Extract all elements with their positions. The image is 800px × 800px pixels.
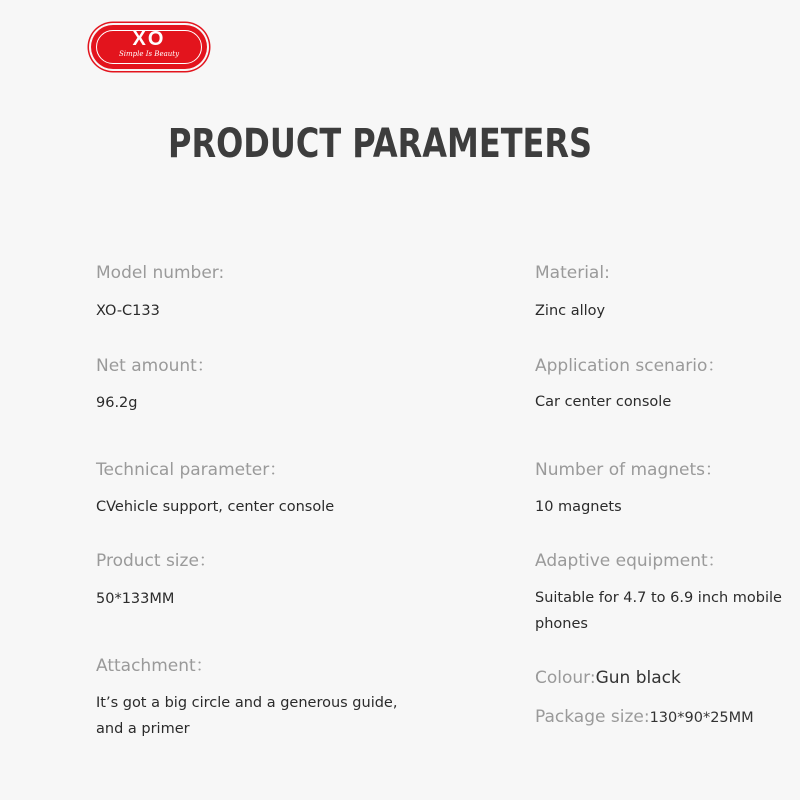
net-amount-value: 96.2g [96, 395, 138, 411]
adaptive-equipment-value: Suitable for 4.7 to 6.9 inch mobile phones [535, 590, 782, 632]
product-size-label: Product size： [96, 551, 216, 571]
technical-parameter-label: Technical parameter： [96, 460, 287, 480]
package-size-label: Package size: [535, 707, 650, 727]
page-title: PRODUCT PARAMETERS [168, 121, 593, 167]
package-size-value: 130*90*25MM [649, 710, 754, 726]
logo-mark: XO [132, 28, 166, 50]
application-scenario-value: Car center console [535, 394, 672, 410]
material-value: Zinc alloy [535, 303, 606, 319]
product-size-value: 50*133MM [96, 591, 175, 607]
material-label: Material: [535, 263, 610, 283]
brand-logo [91, 25, 207, 69]
number-of-magnets-label: Number of magnets： [535, 460, 723, 480]
number-of-magnets-value: 10 magnets [535, 499, 622, 515]
colour-value: Gun black [595, 668, 681, 688]
adaptive-equipment-label: Adaptive equipment： [535, 551, 725, 571]
application-scenario-label: Application scenario： [535, 356, 725, 376]
attachment-value: It’s got a big circle and a generous guide, and a primer [96, 695, 398, 737]
colour-label: Colour: [535, 668, 596, 688]
attachment-label: Attachment： [96, 656, 213, 676]
model-number-label: Model number: [96, 263, 225, 283]
technical-parameter-value: CVehicle support, center console [96, 499, 335, 515]
package-size-row [535, 706, 754, 729]
colour-row [535, 667, 681, 689]
net-amount-label: Net amount： [96, 356, 214, 376]
model-number-value: XO-C133 [96, 303, 160, 319]
logo-tagline: Simple Is Beauty [118, 50, 180, 58]
